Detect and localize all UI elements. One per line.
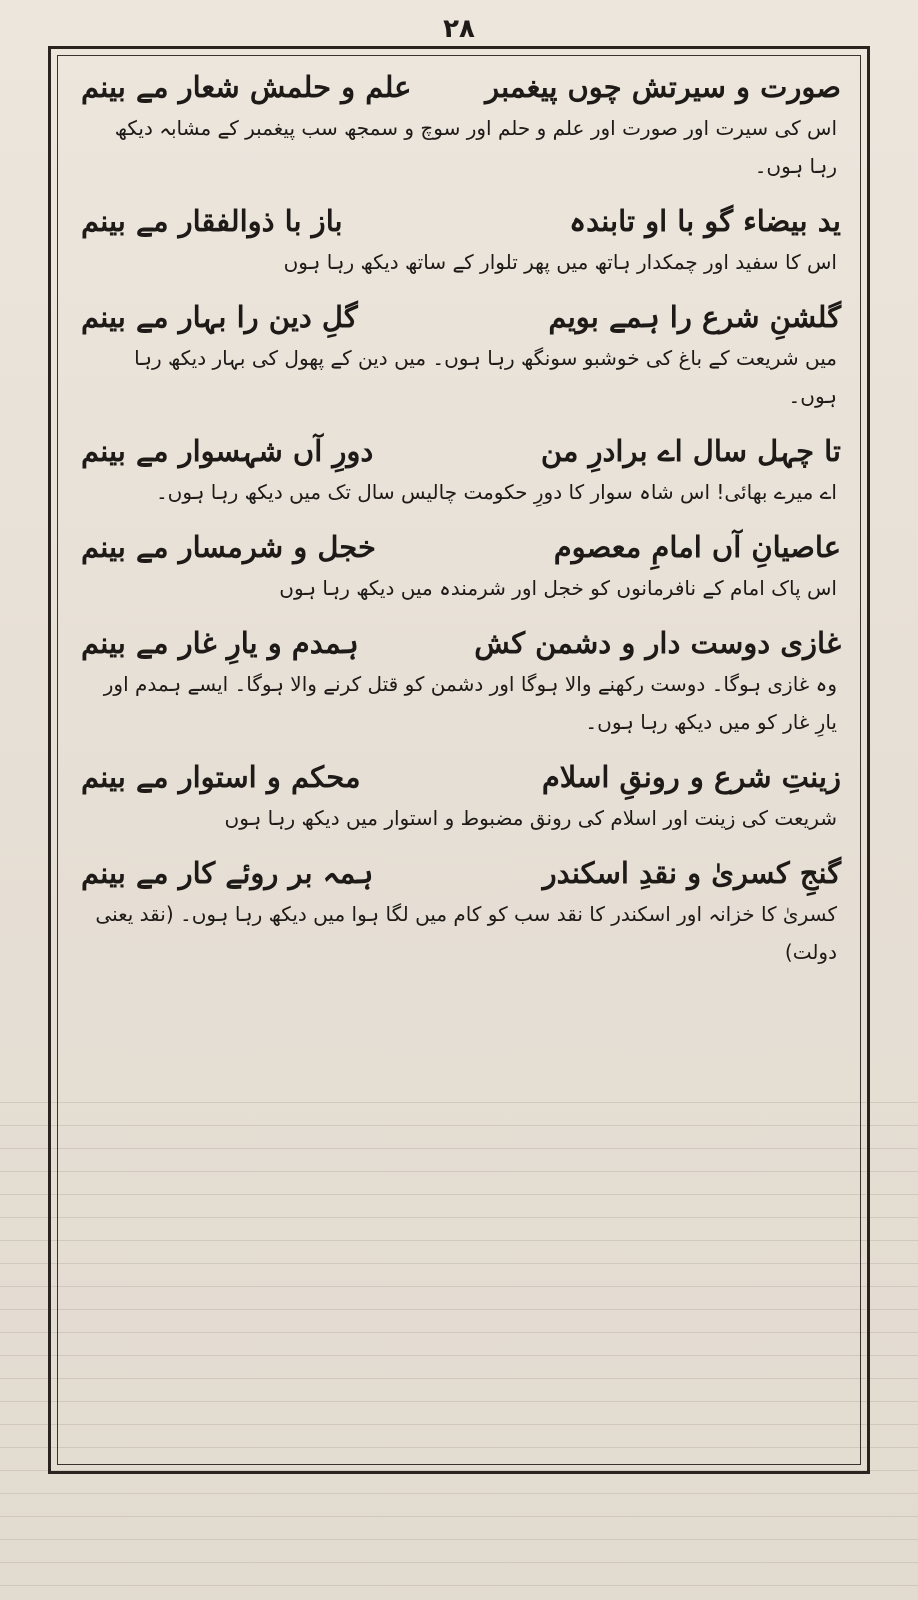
hemistich-second: خجل و شرمسار مے بینم — [81, 530, 376, 564]
hemistich-second: ہمہ بر روئے کار مے بینم — [81, 856, 374, 890]
hemistich-first: عاصیانِ آں امامِ معصوم — [553, 530, 841, 564]
stanza — [75, 525, 847, 607]
translation-text: اس کی سیرت اور صورت اور علم و حلم اور سوچ و سمجھ سب پیغمبر کے مشابہ دیکھ رہا ہوں۔ — [114, 116, 837, 178]
couplet — [75, 199, 847, 243]
hemistich-second: ہمدم و یارِ غار مے بینم — [81, 626, 359, 660]
stanza — [75, 295, 847, 415]
stanza — [75, 621, 847, 741]
translation-text: اے میرے بھائی! اس شاہ سوار کا دورِ حکومت چالیس سال تک میں دیکھ رہا ہوں۔ — [155, 480, 837, 504]
couplet — [75, 429, 847, 473]
couplet — [75, 295, 847, 339]
hemistich-first: غازی دوست دار و دشمن کش — [474, 626, 841, 660]
hemistich-first: زینتِ شرع و رونقِ اسلام — [541, 760, 841, 794]
page-number: ۲۸ — [443, 14, 475, 44]
hemistich-second: دورِ آں شہسوار مے بینم — [81, 434, 374, 468]
translation-text: وہ غازی ہوگا۔ دوست رکھنے والا ہوگا اور دشمن کو قتل کرنے والا ہوگا۔ ایسے ہمدم اور یارِ غار کو میں دیکھ رہا ہوں۔ — [103, 672, 837, 734]
translation-text: اس پاک امام کے نافرمانوں کو خجل اور شرمندہ میں دیکھ رہا ہوں — [279, 576, 837, 600]
hemistich-second: باز با ذوالفقار مے بینم — [81, 204, 343, 238]
translation-text: شریعت کی زینت اور اسلام کی رونق مضبوط و استوار میں دیکھ رہا ہوں — [224, 806, 837, 830]
stanza — [75, 199, 847, 281]
poem-body — [75, 65, 847, 1455]
hemistich-second: محکم و استوار مے بینم — [81, 760, 361, 794]
translation-text: اس کا سفید اور چمکدار ہاتھ میں پھر تلوار کے ساتھ دیکھ رہا ہوں — [283, 250, 837, 274]
translation-text: کسریٰ کا خزانہ اور اسکندر کا نقد سب کو کام میں لگا ہوا میں دیکھ رہا ہوں۔ (نقد یعنی دولت) — [95, 902, 837, 964]
stanza — [75, 851, 847, 971]
hemistich-second: علم و حلمش شعار مے بینم — [81, 70, 412, 104]
couplet — [75, 851, 847, 895]
hemistich-first: گلشنِ شرع را ہمے بویم — [548, 300, 841, 334]
hemistich-second: گلِ دین را بہار مے بینم — [81, 300, 358, 334]
stanza — [75, 65, 847, 185]
stanza — [75, 429, 847, 511]
stanza — [75, 755, 847, 837]
hemistich-first: تا چہل سال اے برادرِ من — [540, 434, 841, 468]
translation-text: میں شریعت کے باغ کی خوشبو سونگھ رہا ہوں۔ میں دین کے پھول کی بہار دیکھ رہا ہوں۔ — [134, 346, 837, 408]
couplet — [75, 755, 847, 799]
couplet — [75, 65, 847, 109]
page-border — [48, 46, 870, 1474]
hemistich-first: گنجِ کسریٰ و نقدِ اسکندر — [542, 856, 841, 890]
couplet — [75, 621, 847, 665]
hemistich-first: ید بیضاء گو با او تابندہ — [569, 204, 841, 238]
couplet — [75, 525, 847, 569]
hemistich-first: صورت و سیرتش چوں پیغمبر — [485, 70, 841, 104]
